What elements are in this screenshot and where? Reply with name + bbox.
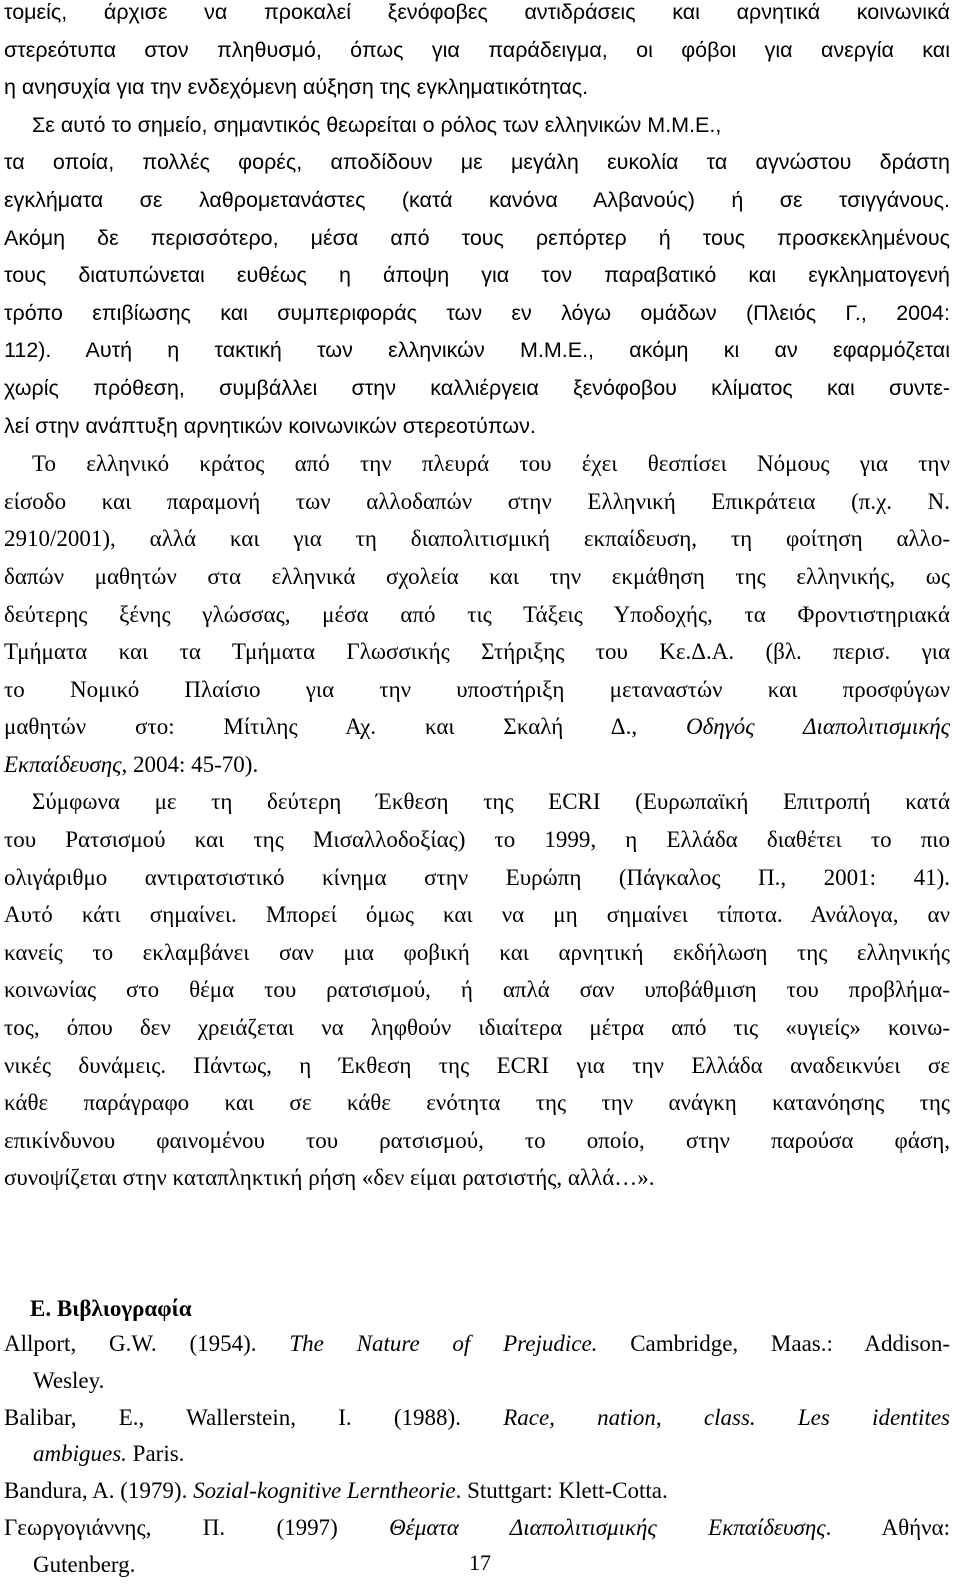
reference-continuation: Wesley. — [33, 1367, 105, 1393]
text-line: κάθε παράγραφο και σε κάθε ενότητα της την ανάγκη κατανόησης της — [4, 1090, 950, 1116]
page-number: 17 — [469, 1550, 491, 1575]
reference-publisher: . Stuttgart: Klett-Cotta. — [455, 1478, 668, 1504]
text-line: νικές δυνάμεις. Πάντως, η Έκθεση της ECRI για την Ελλάδα αναδεικνύει σε — [4, 1052, 950, 1078]
reference-authors: Allport, G.W. (1954). — [4, 1331, 257, 1356]
italic-book-title: Οδηγός Διαπολιτισμικής — [685, 714, 951, 740]
reference-title: ambigues. — [33, 1441, 127, 1467]
text-line: χωρίς πρόθεση, συμβάλλει στην καλλιέργεια ξενόφοβου κλίματος και συντε- — [4, 375, 950, 400]
text-line: τος, όπου δεν χρειάζεται να ληφθούν ιδιαίτερα μέτρα από τις «υγιείς» κοινω- — [4, 1015, 950, 1041]
reference-line — [4, 1510, 950, 1547]
text-line — [4, 708, 950, 746]
body-text — [4, 0, 950, 1197]
text-line: δαπών μαθητών στα ελληνικά σχολεία και την εκμάθηση της ελληνικής, ως — [4, 563, 950, 589]
text-line: είσοδο και παραμονή των αλλοδαπών στην Ελληνική Επικράτεια (π.χ. Ν. — [4, 488, 950, 514]
reference-title: Θέματα Διαπολιτισμικής Εκπαίδευσης — [389, 1514, 826, 1540]
text-line: Σε αυτό το σημείο, σημαντικός θεωρείται ο ρόλος των ελληνικών Μ.Μ.Ε., — [32, 112, 722, 137]
text-line: το Νομικό Πλαίσιο για την υποστήριξη μεταναστών και προσφύγων — [4, 676, 950, 702]
text-line: η ανησυχία για την ενδεχόμενη αύξηση της εγκληματικότητας. — [4, 75, 589, 100]
bibliography-list — [4, 1326, 950, 1584]
text-line: 2910/2001), αλλά και για τη διαπολιτισμική εκπαίδευση, τη φοίτηση αλλο- — [4, 526, 950, 552]
text-line: στερεότυπα στον πληθυσμό, όπως για παράδειγμα, οι φόβοι για ανεργία και — [4, 37, 950, 62]
reference-title: The Nature of Prejudice. — [289, 1331, 598, 1356]
text-segment: μαθητών στο: Μίτιλης Αχ. και Σκαλή Δ., — [4, 714, 638, 740]
reference-title: Race, nation, class. Les identites — [503, 1404, 950, 1430]
text-line: Σύμφωνα με τη δεύτερη Έκθεση της ECRI (Ευρωπαϊκή Επιτροπή κατά — [32, 789, 950, 815]
text-line: τους διατυπώνεται ευθέως η άποψη για τον παραβατικό και εγκληματογενή — [4, 263, 950, 288]
reference-line — [4, 1473, 950, 1510]
text-line — [4, 746, 950, 784]
text-line: Το ελληνικό κράτος από την πλευρά του έχει θεσπίσει Νόμους για την — [32, 451, 950, 477]
reference-item — [4, 1473, 950, 1510]
reference-title: Sozial-kognitive Lerntheorie — [193, 1478, 456, 1504]
text-line: κοινωνίας στο θέμα του ρατσισμού, ή απλά σαν υποβάθμιση του προβλήμα- — [4, 977, 950, 1003]
reference-authors: Γεωργογιάννης, Π. (1997) — [4, 1514, 338, 1540]
reference-authors: Balibar, E., Wallerstein, I. (1988). — [4, 1404, 461, 1430]
text-line: του Ρατσισμού και της Μισαλλοδοξίας) το 1999, η Ελλάδα διαθέτει το πιο — [4, 827, 950, 853]
italic-book-title: Εκπαίδευσης — [4, 751, 122, 777]
reference-item — [4, 1326, 950, 1400]
reference-line — [4, 1326, 950, 1363]
text-line: λεί στην ανάπτυξη αρνητικών κοινωνικών στερεοτύπων. — [4, 413, 536, 438]
text-line: ολιγάριθμο αντιρατσιστικό κίνημα στην Ευρώπη (Πάγκαλος Π., 2001: 41). — [4, 864, 950, 890]
paragraph-3 — [4, 783, 950, 1197]
reference-line — [4, 1400, 950, 1437]
text-segment: , 2004: 45-70). — [121, 751, 259, 777]
text-line: εγκλήματα σε λαθρομετανάστες (κατά κανόνα Αλβανούς) ή σε τσιγγάνους. — [4, 187, 950, 212]
text-line: επικίνδυνου φαινομένου του ρατσισμού, το οποίο, στην παρούσα φάση, — [4, 1127, 950, 1153]
text-line: Τμήματα και τα Τμήματα Γλωσσικής Στήριξης του Κε.Δ.Α. (βλ. περισ. για — [4, 639, 950, 665]
reference-item — [4, 1400, 950, 1474]
reference-authors: Bandura, A. (1979). — [4, 1478, 188, 1504]
text-line: 112). Αυτή η τακτική των ελληνικών Μ.Μ.Ε., ακόμη κι αν εφαρμόζεται — [4, 338, 950, 363]
text-line: Αυτό κάτι σημαίνει. Μπορεί όμως και να μη σημαίνει τίποτα. Ανάλογα, αν — [4, 902, 950, 928]
text-line: τα οποία, πολλές φορές, αποδίδουν με μεγάλη ευκολία τα αγνώστου δράστη — [4, 150, 950, 175]
paragraph-2 — [4, 445, 950, 783]
paragraph-1 — [4, 0, 950, 445]
text-line: κανείς το εκλαμβάνει σαν μια φοβική και αρνητική εκδήλωση της ελληνικής — [4, 939, 950, 965]
text-line: Ακόμη δε περισσότερο, μέσα από τους ρεπόρτερ ή τους προσκεκλημένους — [4, 225, 950, 250]
reference-continuation — [4, 1436, 950, 1473]
section-heading: Ε. Βιβλιογραφία — [30, 1296, 192, 1321]
reference-continuation: Gutenberg. — [33, 1551, 136, 1577]
text-line: δεύτερης ξένης γλώσσας, μέσα από τις Τάξεις Υποδοχής, τα Φροντιστηριακά — [4, 601, 950, 627]
text-line: τρόπο επιβίωσης και συμπεριφοράς των εν λόγω ομάδων (Πλειός Γ., 2004: — [4, 300, 950, 325]
reference-publisher: . Αθήνα: — [825, 1514, 950, 1540]
text-line: τομείς, άρχισε να προκαλεί ξενόφοβες αντιδράσεις και αρνητικά κοινωνικά — [4, 0, 950, 24]
text-line: συνοψίζεται στην καταπληκτική ρήση «δεν είμαι ρατσιστής, αλλά…». — [4, 1165, 655, 1191]
reference-publisher: Cambridge, Maas.: Addison- — [630, 1331, 951, 1356]
reference-publisher: Paris. — [132, 1441, 185, 1467]
